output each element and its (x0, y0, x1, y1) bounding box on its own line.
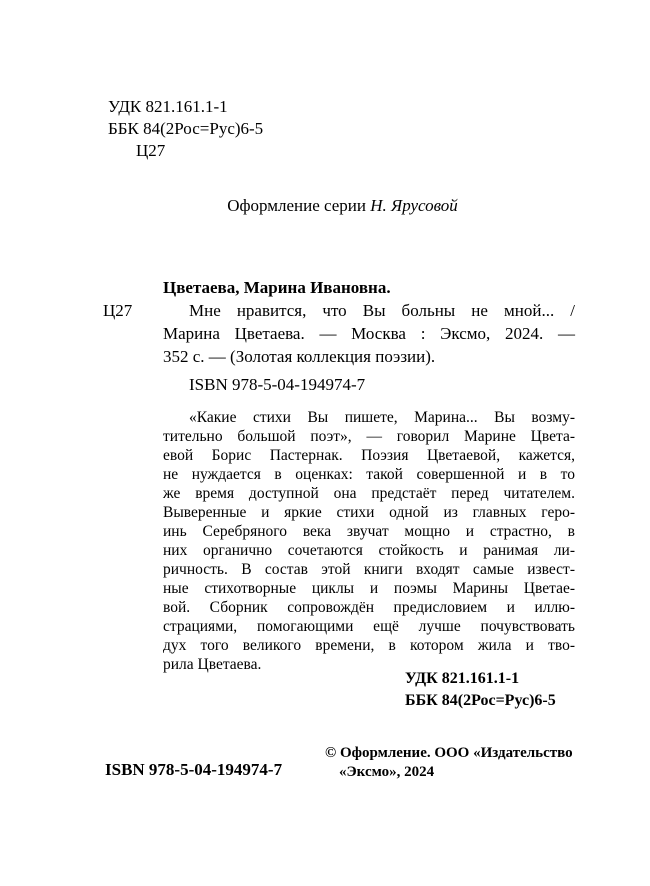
series-credit-prefix: Оформление серии (227, 196, 371, 215)
copyright-line: «Эксмо», 2024 (339, 764, 435, 780)
annotation-line: инь Серебряного века звучат мощно и страстно, в (163, 523, 575, 540)
bbk-code: ББК 84(2Рос=Рус)6-5 (108, 119, 264, 138)
udk-code-bottom: УДК 821.161.1-1 (405, 670, 520, 687)
top-bibliographic-codes (108, 96, 263, 162)
udk-code: УДК 821.161.1-1 (108, 97, 228, 116)
annotation-paragraph (163, 408, 575, 674)
catalog-isbn: ISBN 978-5-04-194974-7 (189, 375, 366, 394)
annotation-line: Выверенные и яркие стихи одной из главных геро- (163, 504, 575, 521)
annotation-line: ричность. В состав этой книги входят самые извест- (163, 561, 575, 578)
annotation-line: страциями, помогающими ещё лучше почувствовать (163, 618, 575, 635)
series-design-credit (110, 196, 575, 216)
catalog-description-line: Мне нравится, что Вы больны не мной... / (189, 301, 575, 320)
annotation-line: же время доступной она предстаёт перед читателем. (163, 485, 575, 502)
copyright-line: © Оформление. ООО «Издательство (325, 745, 573, 761)
annotation-line: «Какие стихи Вы пишете, Марина... Вы возму- (189, 409, 575, 426)
annotation-line: тительно большой поэт», — говорил Марине Цвета- (163, 428, 575, 445)
author-cipher: Ц27 (136, 141, 166, 160)
bbk-code-bottom: ББК 84(2Рос=Рус)6-5 (405, 692, 556, 709)
annotation-line: ные стихотворные циклы и поэмы Марины Цветае- (163, 580, 575, 597)
footer-copyright (325, 744, 573, 782)
footer-isbn: ISBN 978-5-04-194974-7 (105, 760, 283, 779)
annotation-line: не нуждается в оценках: такой совершенной и в то (163, 466, 575, 483)
catalog-entry (163, 276, 575, 396)
annotation-line: них органично сочетаются стойкость и ранимая ли- (163, 542, 575, 559)
bottom-bibliographic-codes (405, 668, 556, 712)
annotation-line: рила Цветаева. (163, 656, 262, 673)
series-designer-name: Н. Ярусовой (370, 196, 458, 215)
annotation-line: вой. Сборник сопровождён предисловием и иллю- (163, 599, 575, 616)
catalog-description-line: Марина Цветаева. — Москва : Эксмо, 2024. — (163, 324, 575, 343)
annotation-line: евой Борис Пастернак. Поэзия Цветаевой, кажется, (163, 447, 575, 464)
author-heading: Цветаева, Марина Ивановна. (163, 278, 391, 297)
annotation-line: дух того великого времени, в котором жила и тво- (163, 637, 575, 654)
catalog-description-line: 352 с. — (Золотая коллекция поэзии). (163, 347, 436, 366)
margin-author-cipher: Ц27 (103, 301, 133, 320)
